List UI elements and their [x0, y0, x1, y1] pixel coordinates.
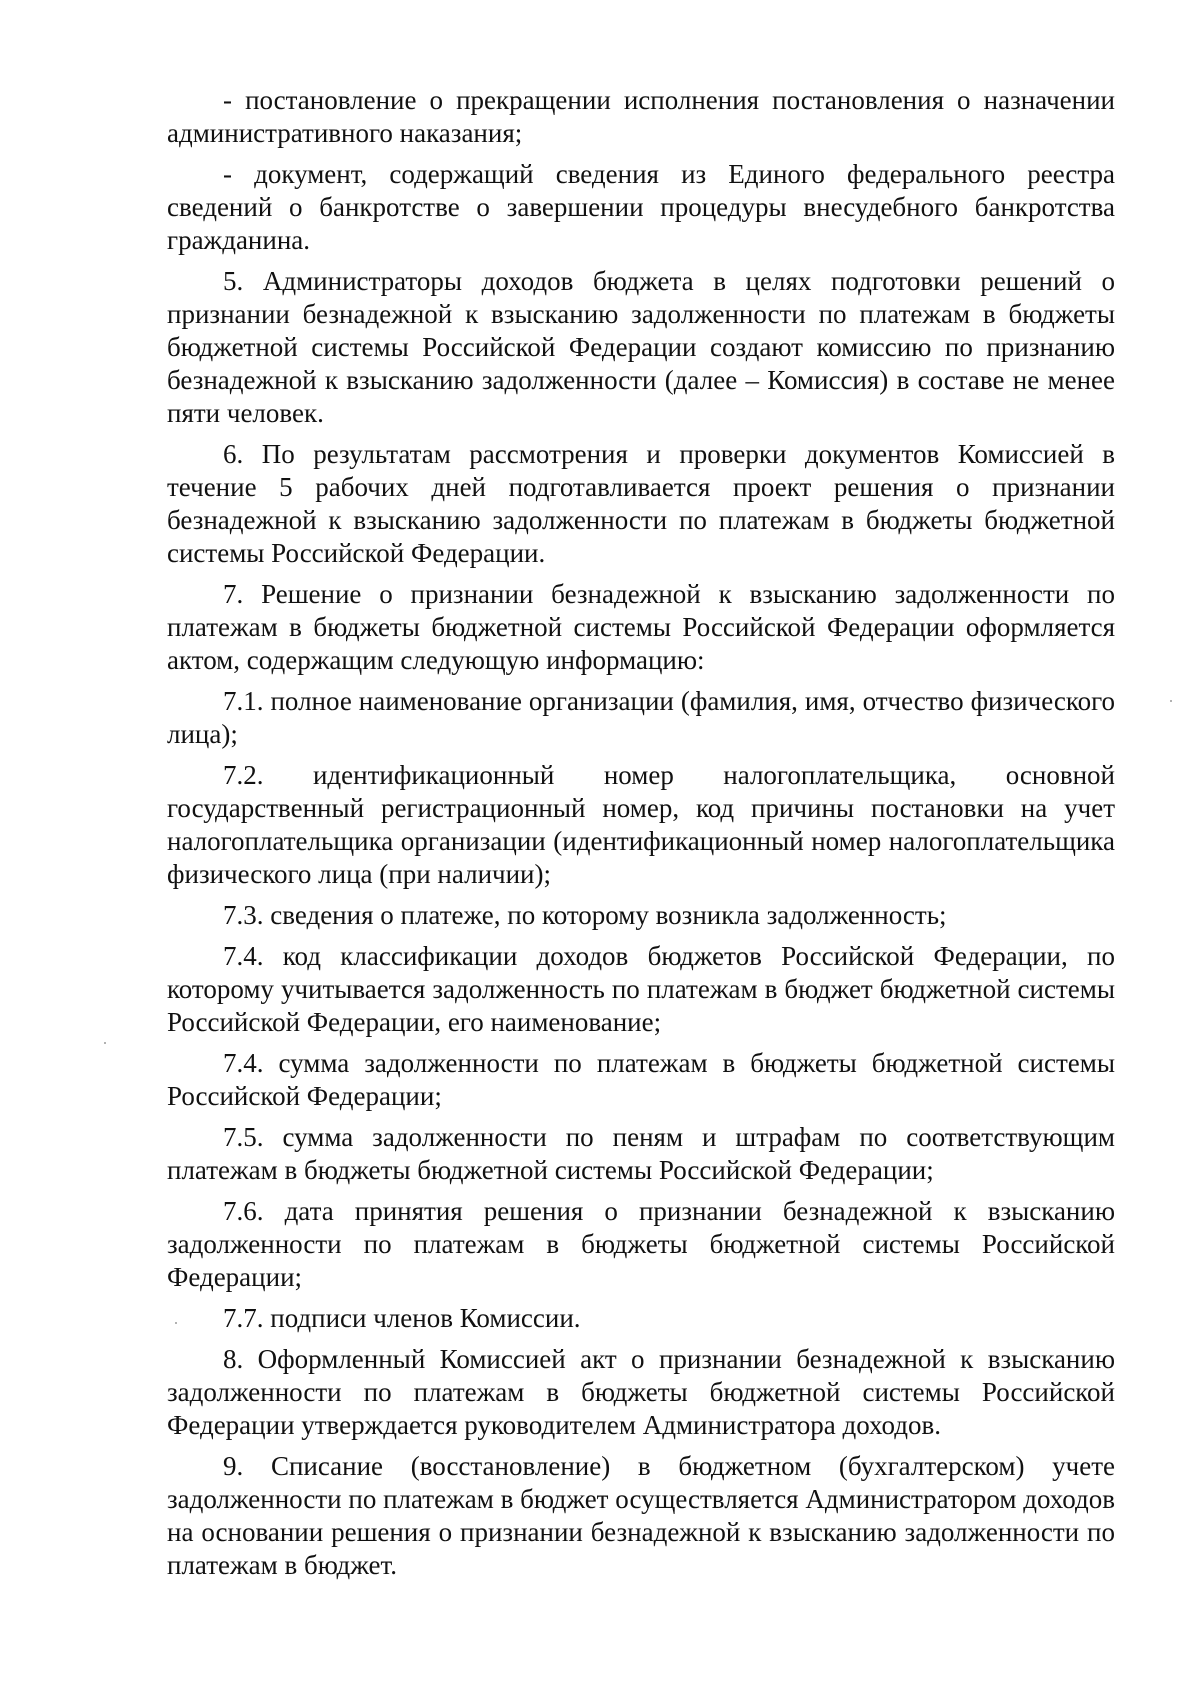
paragraph-termination-resolution: - постановление о прекращении исполнения постановления о назначении административного наказания; [167, 85, 1115, 148]
scan-speck [175, 1322, 177, 1324]
scan-speck [104, 1042, 106, 1044]
paragraph-item-5: 5. Администраторы доходов бюджета в целях подготовки решений о признании безнадежной к взысканию задолженности по платежам в бюджеты бюджетной системы Российской Федерации создают комиссию по признанию безнадежной к взысканию задолженности (далее – Комиссия) в составе не менее пяти человек. [167, 266, 1115, 428]
paragraph-item-9: 9. Списание (восстановление) в бюджетном (бухгалтерском) учете задолженности по платежам в бюджет осуществляется Администратором доходов на основании решения о признании безнадежной к взысканию задолженности по платежам в бюджет. [167, 1451, 1115, 1580]
paragraph-item-6: 6. По результатам рассмотрения и проверки документов Комиссией в течение 5 рабочих дней подготавливается проект решения о признании безнадежной к взысканию задолженности по платежам в бюджеты бюджетной системы Российской Федерации. [167, 439, 1115, 568]
paragraph-item-7-7: 7.7. подписи членов Комиссии. [223, 1303, 581, 1333]
paragraph-item-7-2: 7.2. идентификационный номер налогоплательщика, основной государственный регистрационный номер, код причины постановки на учет налогоплательщика организации (идентификационный номер налогоплательщика физического лица (при наличии); [167, 760, 1115, 889]
paragraph-item-7-1: 7.1. полное наименование организации (фамилия, имя, отчество физического лица); [167, 686, 1115, 749]
paragraph-item-7-5: 7.5. сумма задолженности по пеням и штрафам по соответствующим платежам в бюджеты бюджетной системы Российской Федерации; [167, 1122, 1115, 1185]
document-body [167, 84, 1115, 1590]
paragraph-item-7-4-code: 7.4. код классификации доходов бюджетов Российской Федерации, по которому учитывается задолженность по платежам в бюджет бюджетной системы Российской Федерации, его наименование; [167, 941, 1115, 1037]
paragraph-item-7-6: 7.6. дата принятия решения о признании безнадежной к взысканию задолженности по платежам в бюджеты бюджетной системы Российской Федерации; [167, 1196, 1115, 1292]
paragraph-item-7-4-sum: 7.4. сумма задолженности по платежам в бюджеты бюджетной системы Российской Федерации; [167, 1048, 1115, 1111]
paragraph-item-7-3: 7.3. сведения о платеже, по которому возникла задолженность; [223, 900, 947, 930]
scan-speck [1170, 700, 1172, 702]
paragraph-bankruptcy-registry: - документ, содержащий сведения из Единого федерального реестра сведений о банкротстве о завершении процедуры внесудебного банкротства гражданина. [167, 159, 1115, 255]
paragraph-item-7: 7. Решение о признании безнадежной к взысканию задолженности по платежам в бюджеты бюджетной системы Российской Федерации оформляется актом, содержащим следующую информацию: [167, 579, 1115, 675]
paragraph-item-8: 8. Оформленный Комиссией акт о признании безнадежной к взысканию задолженности по платежам в бюджеты бюджетной системы Российской Федерации утверждается руководителем Администратора доходов. [167, 1344, 1115, 1440]
